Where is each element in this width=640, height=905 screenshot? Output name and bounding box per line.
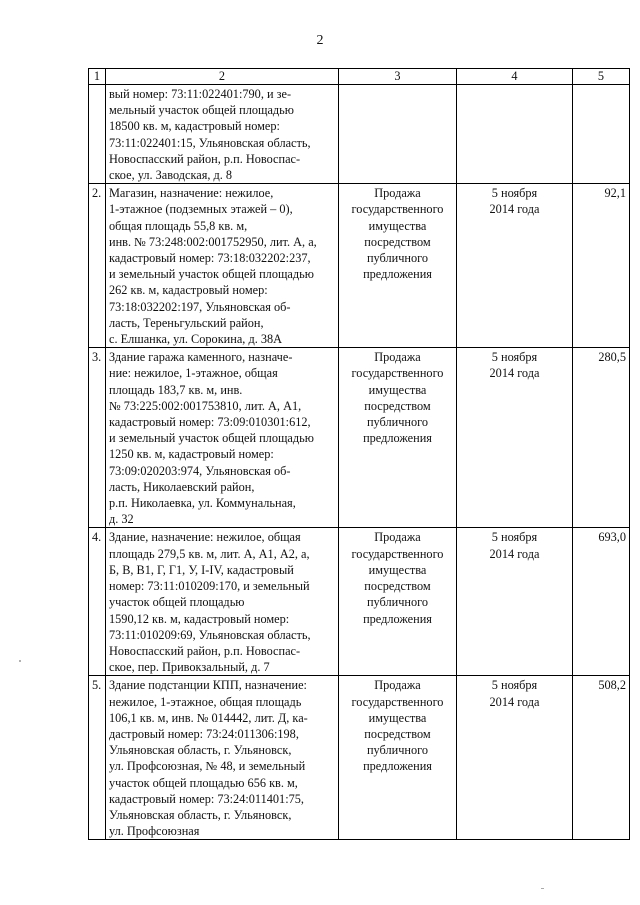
property-description: Здание, назначение: нежилое, общая площадь 279,5 кв. м, лит. А, А1, А2, а, Б, В, В1, Г, Г1, У, I-IV, кадастровый номер: 73:11:010209:170, и земельный участок общей площадью 1590,12 кв. м, кадастровый номер: 73:11:010209:69, Ульяновская область, Новоспасский район, р.п. Новоспас- ское, пер. Привокзальный, д. 7 — [106, 528, 339, 676]
sale-method: Продажа государственного имущества посредством публичного предложения — [339, 348, 457, 528]
row-number: 4. — [89, 528, 106, 676]
property-description: вый номер: 73:11:022401:790, и зе- мельный участок общей площадью 18500 кв. м, кадастровый номер: 73:11:022401:15, Ульяновская область, Новоспасский район, р.п. Новоспас- ское, ул. Заводская, д. 8 — [106, 85, 339, 184]
column-header: 3 — [339, 69, 457, 85]
table-row — [89, 85, 630, 184]
row-number — [89, 85, 106, 184]
sale-method — [339, 85, 457, 184]
column-header: 1 — [89, 69, 106, 85]
area-value: 508,2 — [573, 676, 630, 840]
row-number: 3. — [89, 348, 106, 528]
table-row — [89, 528, 630, 676]
row-number: 2. — [89, 184, 106, 348]
sale-date: 5 ноября 2014 года — [457, 348, 573, 528]
column-header: 4 — [457, 69, 573, 85]
table-row — [89, 184, 630, 348]
table-row — [89, 348, 630, 528]
sale-date: 5 ноября 2014 года — [457, 676, 573, 840]
scan-dust-mark — [541, 888, 544, 889]
property-description: Здание гаража каменного, назначе- ние: нежилое, 1-этажное, общая площадь 183,7 кв. м, инв. № 73:225:002:001753810, лит. А, А1, кадастровый номер: 73:09:010301:612, и земельный участок общей площадью 1250 кв. м, кадастровый номер: 73:09:020203:974, Ульяновская об- ласть, Николаевский район, р.п. Николаевка, ул. Коммунальная, д. 32 — [106, 348, 339, 528]
area-value — [573, 85, 630, 184]
sale-date: 5 ноября 2014 года — [457, 184, 573, 348]
property-description: Магазин, назначение: нежилое, 1-этажное (подземных этажей – 0), общая площадь 55,8 кв. м, инв. № 73:248:002:001752950, лит. А, а, кадастровый номер: 73:18:032202:237, и земельный участок общей площадью 262 кв. м, кадастровый номер: 73:18:032202:197, Ульяновская об- ласть, Тереньгульский район, с. Елшанка, ул. Сорокина, д. 38А — [106, 184, 339, 348]
scan-dust-mark — [19, 660, 21, 662]
property-description: Здание подстанции КПП, назначение: нежилое, 1-этажное, общая площадь 106,1 кв. м, инв. № 014442, лит. Д, ка- дастровый номер: 73:24:011306:198, Ульяновская область, г. Ульяновск, ул. Профсоюзная, № 48, и земельный участок общей площадью 656 кв. м, кадастровый номер: 73:24:011401:75, Ульяновская область, г. Ульяновск, ул. Профсоюзная — [106, 676, 339, 840]
column-header: 2 — [106, 69, 339, 85]
area-value: 92,1 — [573, 184, 630, 348]
area-value: 280,5 — [573, 348, 630, 528]
row-number: 5. — [89, 676, 106, 840]
sale-date — [457, 85, 573, 184]
area-value: 693,0 — [573, 528, 630, 676]
sale-method: Продажа государственного имущества посредством публичного предложения — [339, 184, 457, 348]
table-row — [89, 676, 630, 840]
sale-method: Продажа государственного имущества посредством публичного предложения — [339, 676, 457, 840]
table-header-row — [89, 69, 630, 85]
column-header: 5 — [573, 69, 630, 85]
property-table — [88, 68, 630, 840]
page-number: 2 — [316, 33, 324, 48]
sale-method: Продажа государственного имущества посредством публичного предложения — [339, 528, 457, 676]
sale-date: 5 ноября 2014 года — [457, 528, 573, 676]
